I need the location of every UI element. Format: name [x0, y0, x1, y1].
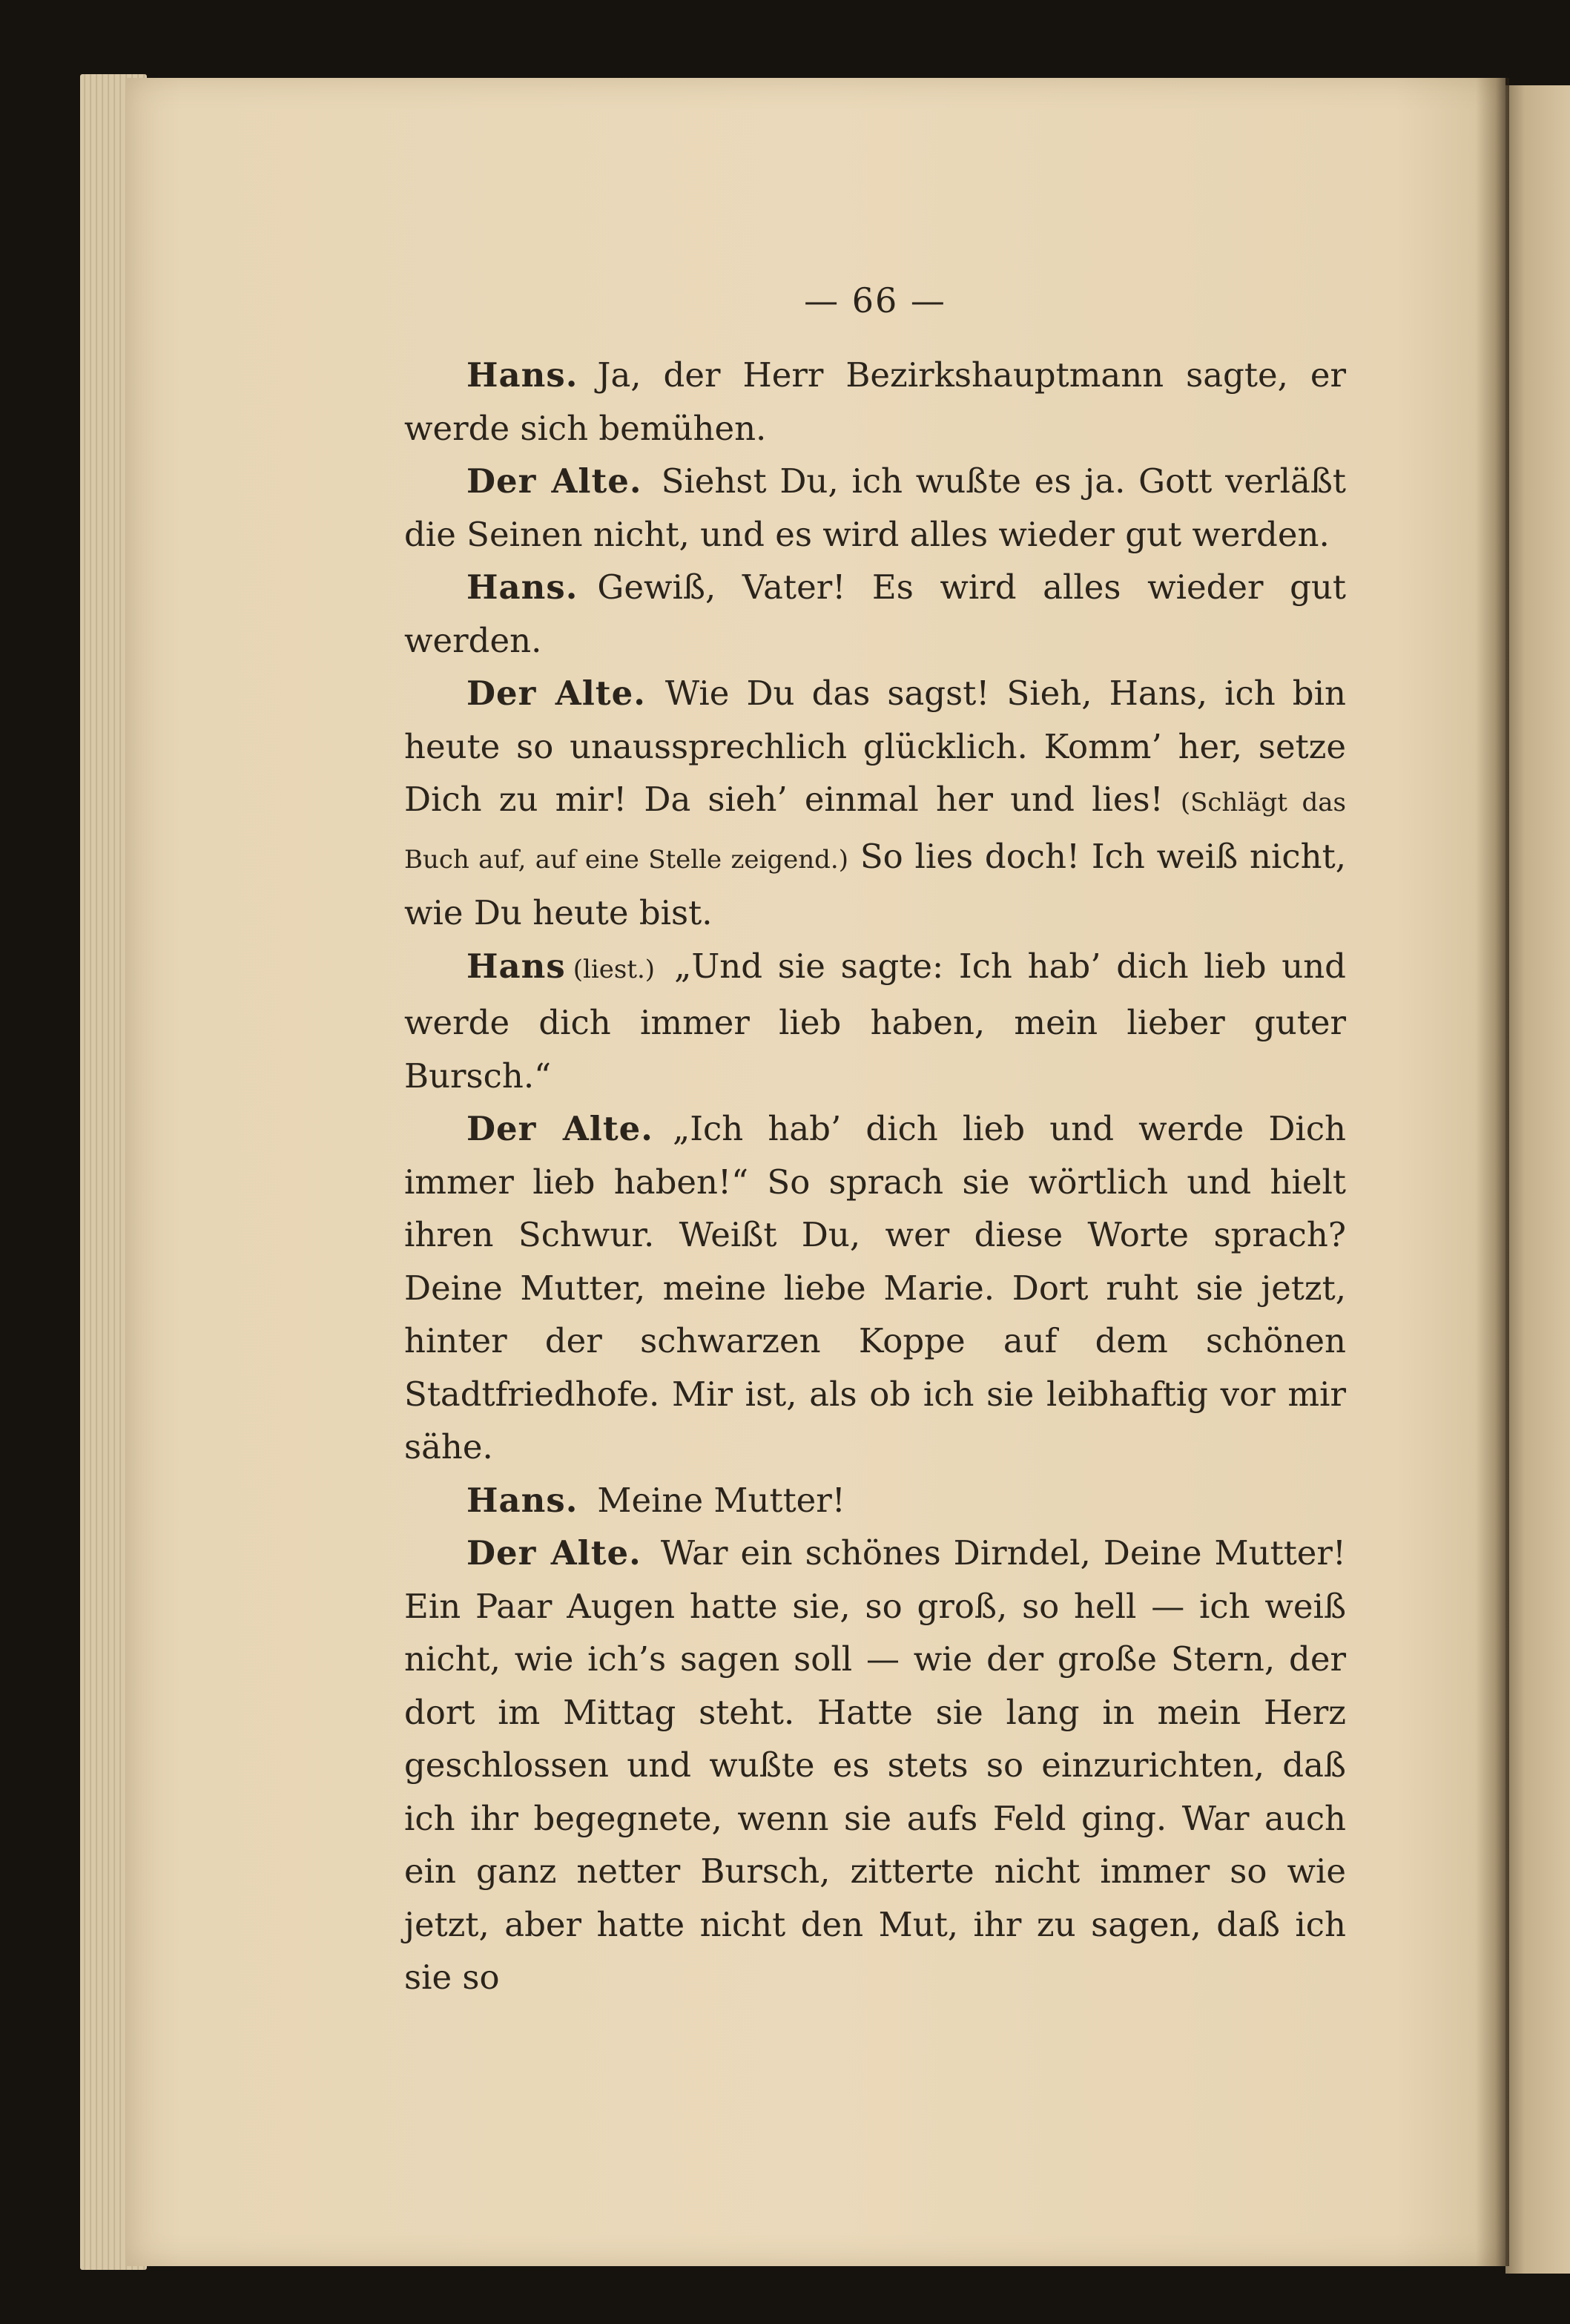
paragraph — [404, 667, 1346, 940]
paragraph — [404, 561, 1346, 667]
paragraph-text: War ein schönes Dirndel, Deine Mutter! Ein Paar Augen hatte sie, so groß, so hell — ich weiß nicht, wie ich’s sagen soll — wie der große Stern, der dort im Mittag steht. Hatte sie lang in mein Herz geschlossen und wußte es stets so einzurichten, daß ich ihr begegnete, wenn sie aufs Feld ging. War auch ein ganz netter Bursch, zitterte nicht immer so wie jetzt, aber hatte nicht den Mut, ihr zu sagen, daß ich sie so — [404, 1533, 1346, 1997]
paragraph-text: „Ich hab’ dich lieb und werde Dich immer lieb haben!“ So sprach sie wörtlich und hielt ihren Schwur. Weißt Du, wer diese Worte sprach? Deine Mutter, meine liebe Marie. Dort ruht sie jetzt, hinter der schwarzen Koppe auf dem schönen Stadtfriedhofe. Mir ist, als ob ich sie leibhaftig vor mir sähe. — [404, 1109, 1347, 1467]
paragraph-text: Wie Du das sagst! Sieh, Hans, ich bin heute so unaussprechlich glücklich. Komm’ her, setze Dich zu mir! Da sieh’ einmal her und lies! — [404, 674, 1346, 819]
paragraphs — [404, 349, 1346, 2004]
speaker-name: Der Alte. — [466, 1109, 653, 1148]
paragraph — [404, 1474, 1346, 1527]
stage-direction: (liest.) — [573, 954, 656, 984]
stage-direction: (Schlägt das Buch auf, auf eine Stelle zeigend.) — [404, 788, 1346, 875]
speaker-name: Der Alte. — [466, 674, 646, 713]
facing-page-edge — [1505, 85, 1570, 2274]
page-number: — 66 — — [804, 280, 946, 320]
paragraph — [404, 940, 1346, 1103]
speaker-name: Hans. — [466, 1480, 578, 1520]
speaker-name: Hans. — [466, 355, 578, 395]
paragraph-text: Meine Mutter! — [597, 1480, 845, 1520]
paragraph-text: So lies doch! Ich weiß nicht, wie Du heute bist. — [404, 836, 1346, 932]
speaker-name: Hans — [466, 946, 566, 986]
paragraph — [404, 455, 1346, 561]
speaker-name: Der Alte. — [466, 461, 642, 501]
paragraph-text: Gewiß, Vater! Es wird alles wieder gut werden. — [404, 567, 1346, 660]
speaker-name: Der Alte. — [466, 1533, 641, 1573]
paragraph — [404, 1102, 1346, 1474]
speaker-name: Hans. — [466, 567, 578, 607]
paragraph — [404, 349, 1346, 455]
paragraph — [404, 1527, 1346, 2004]
paragraph-text: Ja, der Herr Bezirkshauptmann sagte, er werde sich bemühen. — [404, 355, 1346, 448]
book-gutter — [1476, 78, 1509, 2266]
paragraph-text: Siehst Du, ich wußte es ja. Gott verläßt die Seinen nicht, und es wird alles wieder gut werden. — [404, 461, 1347, 554]
paragraph-text: „Und sie sagte: Ich hab’ dich lieb und werde dich immer lieb haben, mein lieber guter Bursch.“ — [404, 946, 1346, 1096]
